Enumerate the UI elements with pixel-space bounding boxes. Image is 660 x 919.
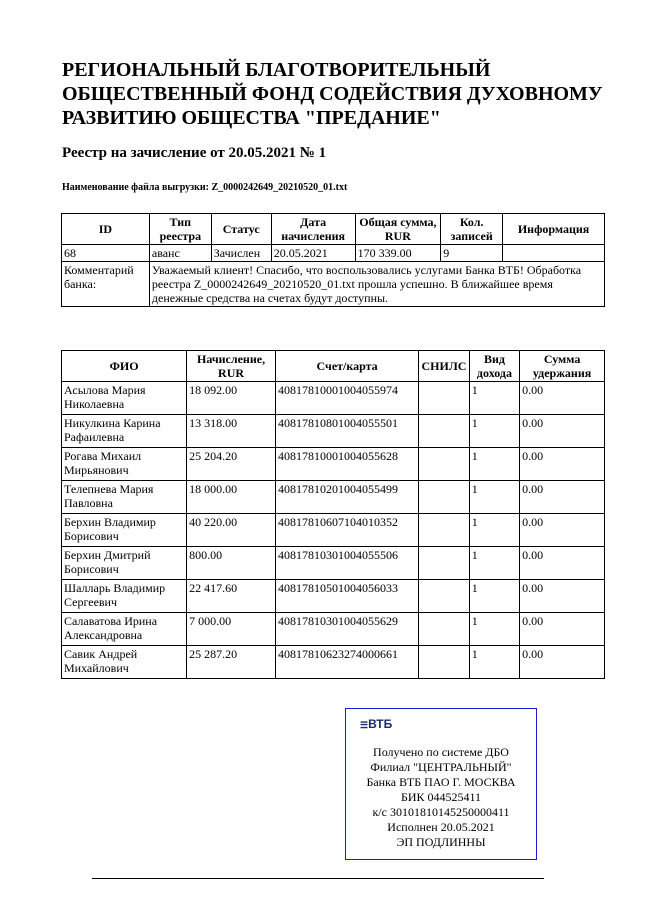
cell-withhold: 0.00 — [520, 448, 605, 481]
cell-income: 1 — [469, 448, 519, 481]
cell-snils — [419, 448, 469, 481]
cell-amount: 25 204.20 — [187, 448, 276, 481]
cell-id: 68 — [62, 245, 150, 262]
cell-fio: Салаватова Ирина Александровна — [62, 613, 187, 646]
header-status: Статус — [211, 214, 271, 245]
payments-header-row — [62, 351, 605, 382]
header-income-type: Вид дохода — [469, 351, 519, 382]
cell-income: 1 — [469, 646, 519, 679]
cell-fio: Берхин Дмитрий Борисович — [62, 547, 187, 580]
cell-withhold: 0.00 — [520, 415, 605, 448]
bank-comment-text: Уважаемый клиент! Спасибо, что воспользовались услугами Банка ВТБ! Обработка реестра Z_0000242649_20210520_01.txt прошла успешно. В ближайшее время денежные средства на счетах будут доступны. — [149, 262, 604, 307]
header-accrual-date: Дата начисления — [271, 214, 355, 245]
cell-income: 1 — [469, 613, 519, 646]
header-withholding: Сумма удержания — [520, 351, 605, 382]
table-row — [62, 415, 605, 448]
header-id: ID — [62, 214, 150, 245]
cell-income: 1 — [469, 481, 519, 514]
organization-title: РЕГИОНАЛЬНЫЙ БЛАГОТВОРИТЕЛЬНЫЙ ОБЩЕСТВЕННЫЙ ФОНД СОДЕЙСТВИЯ ДУХОВНОМУ РАЗВИТИЮ ОБЩЕСТВА "ПРЕДАНИЕ" — [62, 59, 603, 129]
cell-income: 1 — [469, 580, 519, 613]
cell-withhold: 0.00 — [520, 547, 605, 580]
bank-comment-label: Комментарий банка: — [62, 262, 150, 307]
cell-withhold: 0.00 — [520, 580, 605, 613]
summary-header-row — [62, 214, 605, 245]
cell-amount: 18 092.00 — [187, 382, 276, 415]
table-row — [62, 382, 605, 415]
cell-account: 40817810201004055499 — [275, 481, 418, 514]
table-row — [62, 448, 605, 481]
cell-fio: Рогава Михаил Мирьянович — [62, 448, 187, 481]
cell-income: 1 — [469, 547, 519, 580]
cell-withhold: 0.00 — [520, 382, 605, 415]
cell-withhold: 0.00 — [520, 646, 605, 679]
vtb-logo-text: ВТБ — [368, 717, 393, 731]
stamp-line: к/с 30101810145250000411 — [372, 805, 510, 819]
header-total-sum: Общая сумма, RUR — [355, 214, 441, 245]
cell-account: 40817810301004055629 — [275, 613, 418, 646]
cell-amount: 40 220.00 — [187, 514, 276, 547]
bank-comment-row — [62, 262, 605, 307]
cell-accrual-date: 20.05.2021 — [271, 245, 355, 262]
cell-amount: 13 318.00 — [187, 415, 276, 448]
stamp-line: Филиал "ЦЕНТРАЛЬНЫЙ" — [370, 760, 512, 774]
stamp-line: Исполнен 20.05.2021 — [387, 820, 495, 834]
header-account-card: Счет/карта — [275, 351, 418, 382]
registry-title: Реестр на зачисление от 20.05.2021 № 1 — [62, 145, 327, 161]
cell-account: 40817810001004055974 — [275, 382, 418, 415]
registry-summary-table — [61, 213, 605, 307]
page-divider — [92, 878, 544, 879]
cell-amount: 18 000.00 — [187, 481, 276, 514]
cell-amount: 7 000.00 — [187, 613, 276, 646]
cell-amount: 25 287.20 — [187, 646, 276, 679]
cell-income: 1 — [469, 514, 519, 547]
cell-snils — [419, 481, 469, 514]
cell-fio: Шалларь Владимир Сергеевич — [62, 580, 187, 613]
cell-fio: Асылова Мария Николаевна — [62, 382, 187, 415]
stamp-line: Получено по системе ДБО — [373, 745, 509, 759]
stamp-line: БИК 044525411 — [400, 790, 482, 804]
cell-total-sum: 170 339.00 — [355, 245, 441, 262]
header-full-name: ФИО — [62, 351, 187, 382]
cell-income: 1 — [469, 415, 519, 448]
cell-snils — [419, 613, 469, 646]
table-row — [62, 547, 605, 580]
stamp-line: Банка ВТБ ПАО Г. МОСКВА — [366, 775, 516, 789]
vtb-logo-mark-icon: ☰ — [360, 720, 368, 730]
cell-account: 40817810623274000661 — [275, 646, 418, 679]
cell-snils — [419, 547, 469, 580]
summary-data-row — [62, 245, 605, 262]
table-row — [62, 613, 605, 646]
cell-withhold: 0.00 — [520, 613, 605, 646]
vtb-logo — [360, 717, 392, 733]
header-registry-type: Тип реестра — [149, 214, 211, 245]
cell-information — [503, 245, 605, 262]
cell-snils — [419, 646, 469, 679]
header-accrual: Начисление, RUR — [187, 351, 276, 382]
cell-registry-type: аванс — [149, 245, 211, 262]
cell-fio: Берхин Владимир Борисович — [62, 514, 187, 547]
cell-account: 40817810301004055506 — [275, 547, 418, 580]
cell-snils — [419, 514, 469, 547]
cell-income: 1 — [469, 382, 519, 415]
cell-fio: Телепнева Мария Павловна — [62, 481, 187, 514]
cell-snils — [419, 415, 469, 448]
header-snils: СНИЛС — [419, 351, 469, 382]
table-row — [62, 514, 605, 547]
bank-stamp — [345, 708, 537, 860]
cell-account: 40817810001004055628 — [275, 448, 418, 481]
stamp-lines — [346, 745, 536, 850]
cell-record-count: 9 — [441, 245, 503, 262]
cell-account: 40817810501004056033 — [275, 580, 418, 613]
cell-amount: 22 417.60 — [187, 580, 276, 613]
cell-amount: 800.00 — [187, 547, 276, 580]
cell-fio: Савик Андрей Михайлович — [62, 646, 187, 679]
cell-account: 40817810607104010352 — [275, 514, 418, 547]
cell-status: Зачислен — [211, 245, 271, 262]
table-row — [62, 646, 605, 679]
cell-account: 40817810801004055501 — [275, 415, 418, 448]
cell-withhold: 0.00 — [520, 514, 605, 547]
table-row — [62, 481, 605, 514]
table-row — [62, 580, 605, 613]
header-information: Информация — [503, 214, 605, 245]
cell-fio: Никулкина Карина Рафаилевна — [62, 415, 187, 448]
cell-snils — [419, 382, 469, 415]
export-file-name: Наименование файла выгрузки: Z_0000242649_20210520_01.txt — [62, 182, 348, 193]
cell-withhold: 0.00 — [520, 481, 605, 514]
stamp-line: ЭП ПОДЛИННЫ — [396, 835, 486, 849]
cell-snils — [419, 580, 469, 613]
payments-table — [61, 350, 605, 679]
header-record-count: Кол. записей — [441, 214, 503, 245]
payments-body — [62, 382, 605, 679]
